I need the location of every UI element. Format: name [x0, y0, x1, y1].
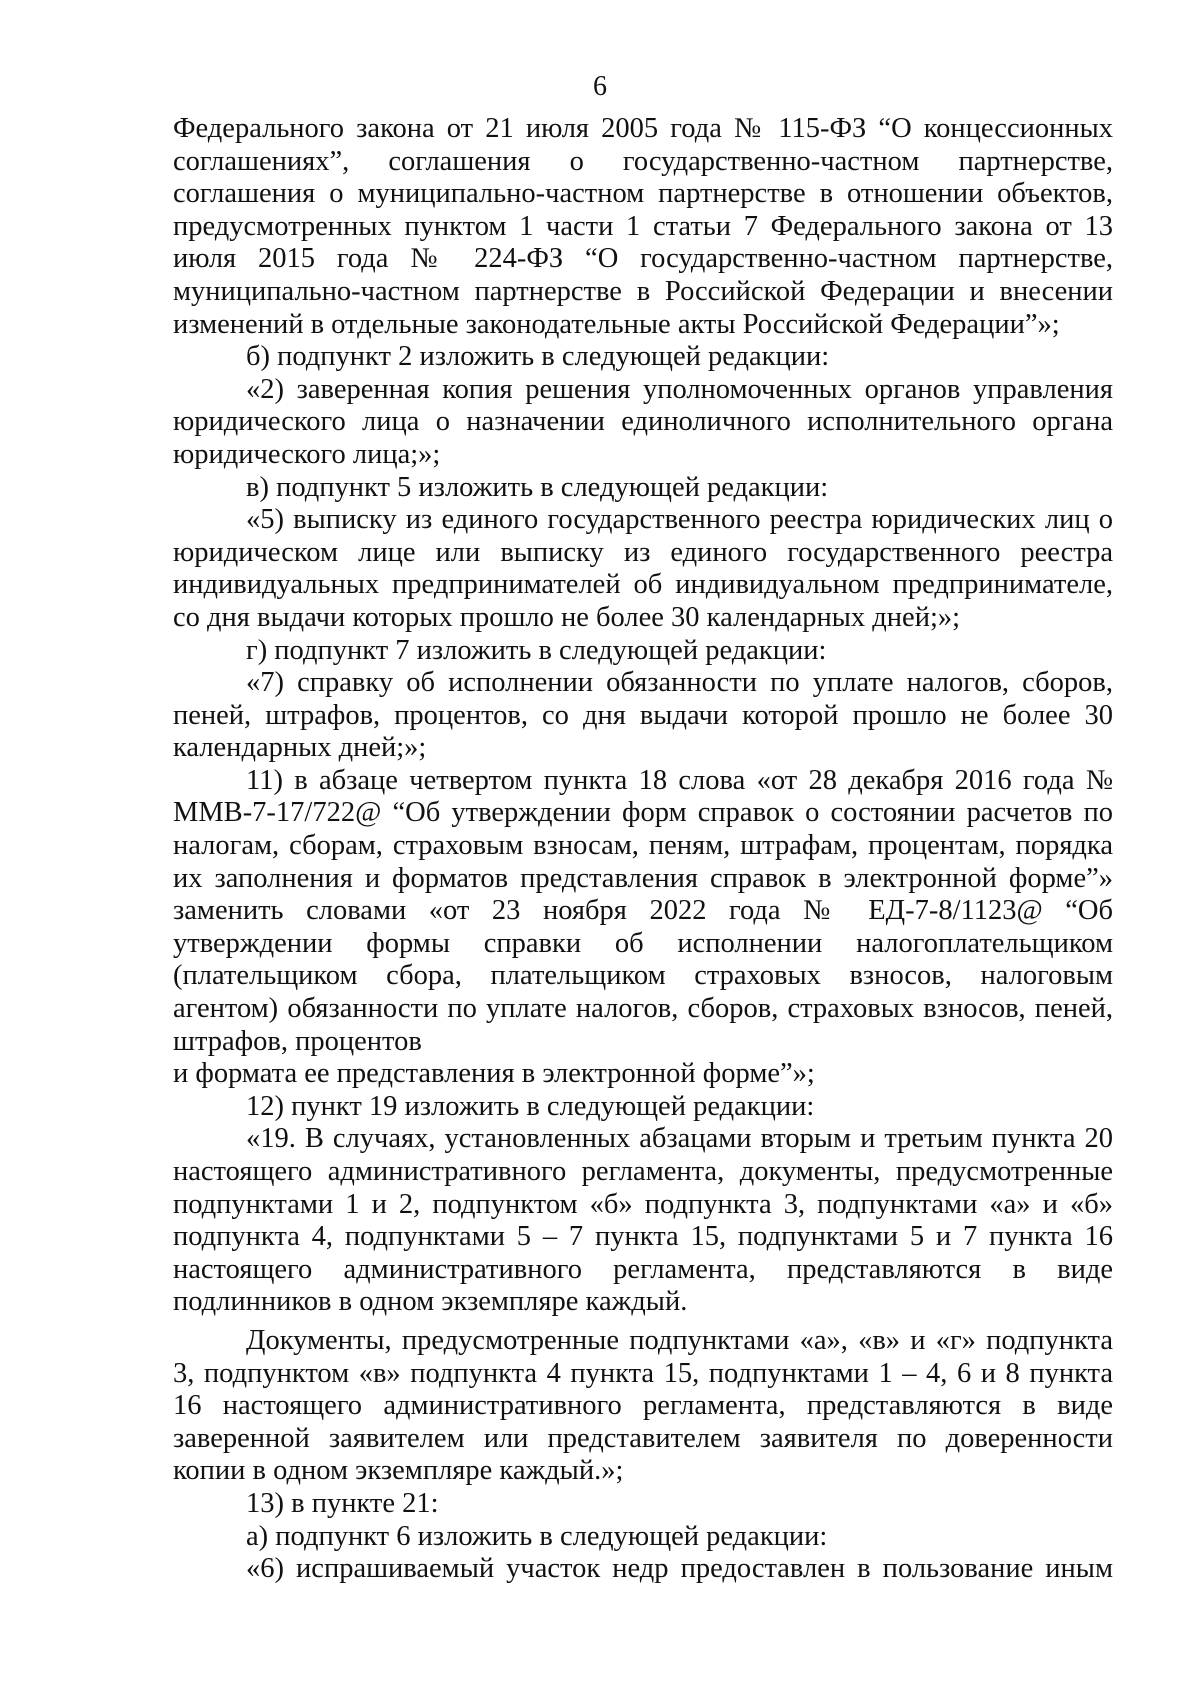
text-line: юридического лица о назначении единоличного исполнительного органа: [173, 406, 1113, 438]
text-line: пунктом 1 части 1 статьи 7 Федерального закона от 13 июля 2015 года № 224-ФЗ: [173, 210, 1113, 275]
paragraph: [173, 1521, 1113, 1554]
text-line: подпунктом «в» подпункта 4 пункта 15, подпунктами 1 – 4, 6 и 8 пункта 16: [173, 1357, 1114, 1422]
text-line: 11) в абзаце четвертом пункта 18 слова «от 28 декабря 2016 года: [246, 764, 1075, 796]
text-line: процентов: [295, 1025, 422, 1057]
text-line: в одном экземпляре каждый.: [338, 1286, 688, 1318]
text-line: подпункта 4, подпунктами 5 – 7 пункта 15, подпунктами 5 и 7 пункта 16: [173, 1221, 1113, 1253]
paragraph: [173, 1091, 1113, 1124]
paragraph: [173, 341, 1113, 374]
text-line: о муниципально-частном партнерстве в отношении объектов, предусмотренных: [173, 178, 1113, 242]
text-line: о юридическом лице или выписку из единого государственного реестра: [173, 504, 1113, 568]
text-line: индивидуальных предпринимателей об индивидуальном предпринимателе,: [173, 569, 1113, 601]
text-line: 13) в пункте 21:: [246, 1487, 439, 1519]
document-body: [173, 113, 1113, 1586]
text-line: налогам, сборам, страховым взносам, пеням, штрафам, процентам, порядка: [173, 830, 1113, 862]
text-line: заявителем или представителем заявителя по доверенности копии в одном: [173, 1422, 1114, 1487]
text-line: настоящего административного регламента, представляются в виде заверенной: [173, 1390, 1113, 1454]
text-line: «5) выписку из единого государственного реестра юридических лиц: [246, 504, 1090, 536]
text-line: соглашениях”, соглашения о государственно-частном партнерстве, соглашения: [173, 145, 1113, 210]
page-number: 6: [593, 71, 607, 102]
text-line: акты Российской Федерации”»;: [677, 308, 1060, 340]
paragraph: [173, 635, 1113, 668]
text-line: обязанности по уплате налогов, сборов, страховых взносов, пеней, штрафов,: [173, 993, 1113, 1057]
text-line: юридического лица;»;: [173, 438, 441, 470]
text-line: пеней, штрафов, процентов, со дня выдачи которой прошло не более: [173, 699, 1071, 731]
paragraph: [173, 504, 1113, 634]
text-line: экземпляре каждый.»;: [355, 1455, 624, 1487]
text-line: утверждении формы справки об исполнении налогоплательщиком: [173, 927, 1113, 959]
paragraph: [173, 1325, 1113, 1488]
text-line: и формата ее представления в электронной форме”»;: [173, 1058, 815, 1090]
text-line: настоящего административного регламента, документы, предусмотренные: [173, 1156, 1113, 1187]
text-line: «7) справку об исполнении обязанности по уплате налогов, сборов,: [246, 667, 1113, 699]
text-line: № ММВ-7-17/722@ “Об утверждении форм справок о состоянии расчетов по: [173, 764, 1114, 829]
text-line: «19. В случаях, установленных абзацами вторым и третьим пункта 20: [246, 1123, 1113, 1155]
text-line: б) подпункт 2 изложить в следующей редакции:: [246, 341, 830, 373]
text-line: «6) испрашиваемый участок недр предоставлен в пользование иным: [246, 1553, 1113, 1585]
text-line: “О государственно-частном партнерстве, муниципально-частном партнерстве: [173, 243, 1114, 307]
text-line: Федерального закона от 21 июля 2005 года № 115-ФЗ “О концессионных: [173, 113, 1113, 144]
paragraph: [173, 1488, 1113, 1521]
text-line: со дня выдачи которых прошло не более 30 календарных дней;»;: [173, 601, 961, 633]
text-line: заменить словами «от 23 ноября 2022 года № ЕД-7-8/1123@ “Об: [173, 895, 1113, 927]
text-line: в Российской Федерации и внесении изменений в отдельные законодательные: [173, 275, 1113, 340]
paragraph: [173, 472, 1113, 505]
text-line: Документы, предусмотренные подпунктами «а», «в» и «г» подпункта 3,: [173, 1324, 1113, 1389]
text-line: 30 календарных дней;»;: [173, 699, 1113, 764]
text-line: 12) пункт 19 изложить в следующей редакции:: [246, 1090, 815, 1122]
paragraph: [173, 113, 1113, 341]
paragraph: [173, 667, 1113, 765]
text-line: «2) заверенная копия решения уполномоченных органов управления: [246, 373, 1113, 405]
paragraph: [173, 1123, 1113, 1319]
paragraph: [173, 765, 1113, 1058]
text-line: а) подпункт 6 изложить в следующей редакции:: [246, 1520, 828, 1552]
text-line: г) подпункт 7 изложить в следующей редакции:: [246, 634, 827, 666]
paragraph: [173, 1553, 1113, 1586]
text-line: настоящего административного регламента, представляются в виде подлинников: [173, 1253, 1113, 1318]
text-line: в) подпункт 5 изложить в следующей редакции:: [246, 471, 829, 503]
text-line: их заполнения и форматов представления справок в электронной форме”»: [173, 862, 1113, 894]
paragraph: [173, 1058, 1113, 1091]
paragraph: [173, 374, 1113, 472]
text-line: подпунктами 1 и 2, подпунктом «б» подпункта 3, подпунктами «а» и «б»: [173, 1188, 1113, 1220]
text-line: (плательщиком сбора, плательщиком страховых взносов, налоговым агентом): [173, 960, 1113, 1025]
